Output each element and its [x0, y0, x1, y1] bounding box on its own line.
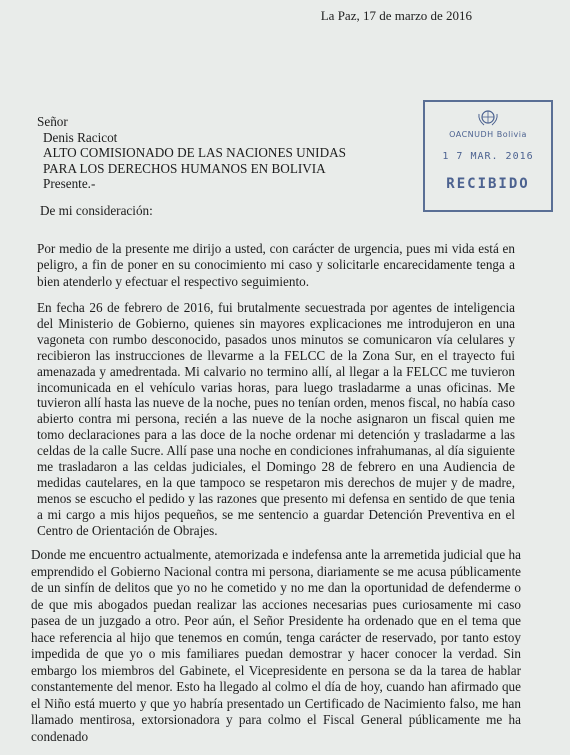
- stamp-org: OACNUDH Bolivia: [449, 130, 527, 139]
- un-emblem-icon: [475, 108, 501, 128]
- addressee-block: [37, 114, 346, 192]
- addressee-org-line1: ALTO COMISIONADO DE LAS NACIONES UNIDAS: [43, 145, 346, 161]
- paragraph-2: En fecha 26 de febrero de 2016, fui brutalmente secuestrada por agentes de inteligencia del Ministerio de Gobierno, quienes sin mayores explicaciones me introdujeron en una vagoneta con rumbo desconocido, pasados unos minutos se comunicaron vía celulares y recibieron las instrucciones de llevarme a la FELCC de la Zona Sur, en el trayecto fui amenazada y amedrentada. Mi calvario no termino allí, al llegar a la FELCC me tuvieron incomunicada en el vehículo varias horas, para luego trasladarme a unas oficinas. Me tuvieron allí hasta las nueve de la noche, pues no tenían orden, menos fiscal, no había caso abierto contra mi persona, recién a las nueve de la noche asignaron un fiscal quien me tomo declaraciones para a las doce de la noche ordenar mi detención y trasladarme a las celdas de la calle Sucre. Allí pase una noche en condiciones infrahumanas, al día siguiente me trasladaron a las celdas judiciales, el Domingo 28 de febrero en una Audiencia de medidas cautelares, en la que tampoco se respetaron mis derechos de mujer y de madre, menos se escucho el pedido y las razones que presento mi defensa en sentido de que tenia a mi cargo a mis hijos pequeños, se me sentencio a guardar Detención Preventiva en el Centro de Orientación de Obrajes.: [37, 300, 515, 538]
- stamp-date: 1 7 MAR. 2016: [442, 151, 534, 162]
- paragraph-1: Por medio de la presente me dirijo a usted, con carácter de urgencia, pues mi vida está en peligro, a fin de poner en su conocimiento mi caso y solicitarle encarecidamente tenga a bien atenderlo y efectuar el respectivo seguimiento.: [37, 241, 515, 289]
- addressee-salutation: Señor: [37, 114, 68, 129]
- addressee-name: Denis Racicot: [43, 129, 118, 145]
- paragraph-3: Donde me encuentro actualmente, atemorizada e indefensa ante la arremetida judicial que ha emprendido el Gobierno Nacional contra mi persona, diariamente se me acusa públicamente de un sinfín de delitos que yo no he cometido y no me dan la oportunidad de defenderme o de que mis abogados puedan realizar las acciones necesarias pues curiosamente mi caso pasea de un juzgado a otro. Peor aún, el Señor Presidente ha ordenado que en el tema que hace referencia al hijo que tenemos en común, tenga carácter de reservado, por tanto estoy impedida de que yo o mis familiares puedan demostrar y hacer conocer la verdad. Sin embargo los miembros del Gabinete, el Vicepresidente en persona se da la tarea de hablar constantemente del menor. Esto ha llegado al colmo el día de hoy, cuando han afirmado que el Niño está muerto y que yo habría presentado un Certificado de Nacimiento falso, me han llamado mentirosa, extorsionadora y para colmo el Fiscal General públicamente me ha condenado: [31, 547, 521, 744]
- stamp-label: RECIBIDO: [446, 176, 530, 192]
- letter-date: La Paz, 17 de marzo de 2016: [320, 8, 472, 23]
- addressee-org-line2: PARA LOS DERECHOS HUMANOS EN BOLIVIA: [43, 160, 326, 176]
- received-stamp: [423, 100, 553, 212]
- addressee-presente: Presente.-: [43, 176, 96, 192]
- greeting: De mi consideración:: [40, 203, 153, 218]
